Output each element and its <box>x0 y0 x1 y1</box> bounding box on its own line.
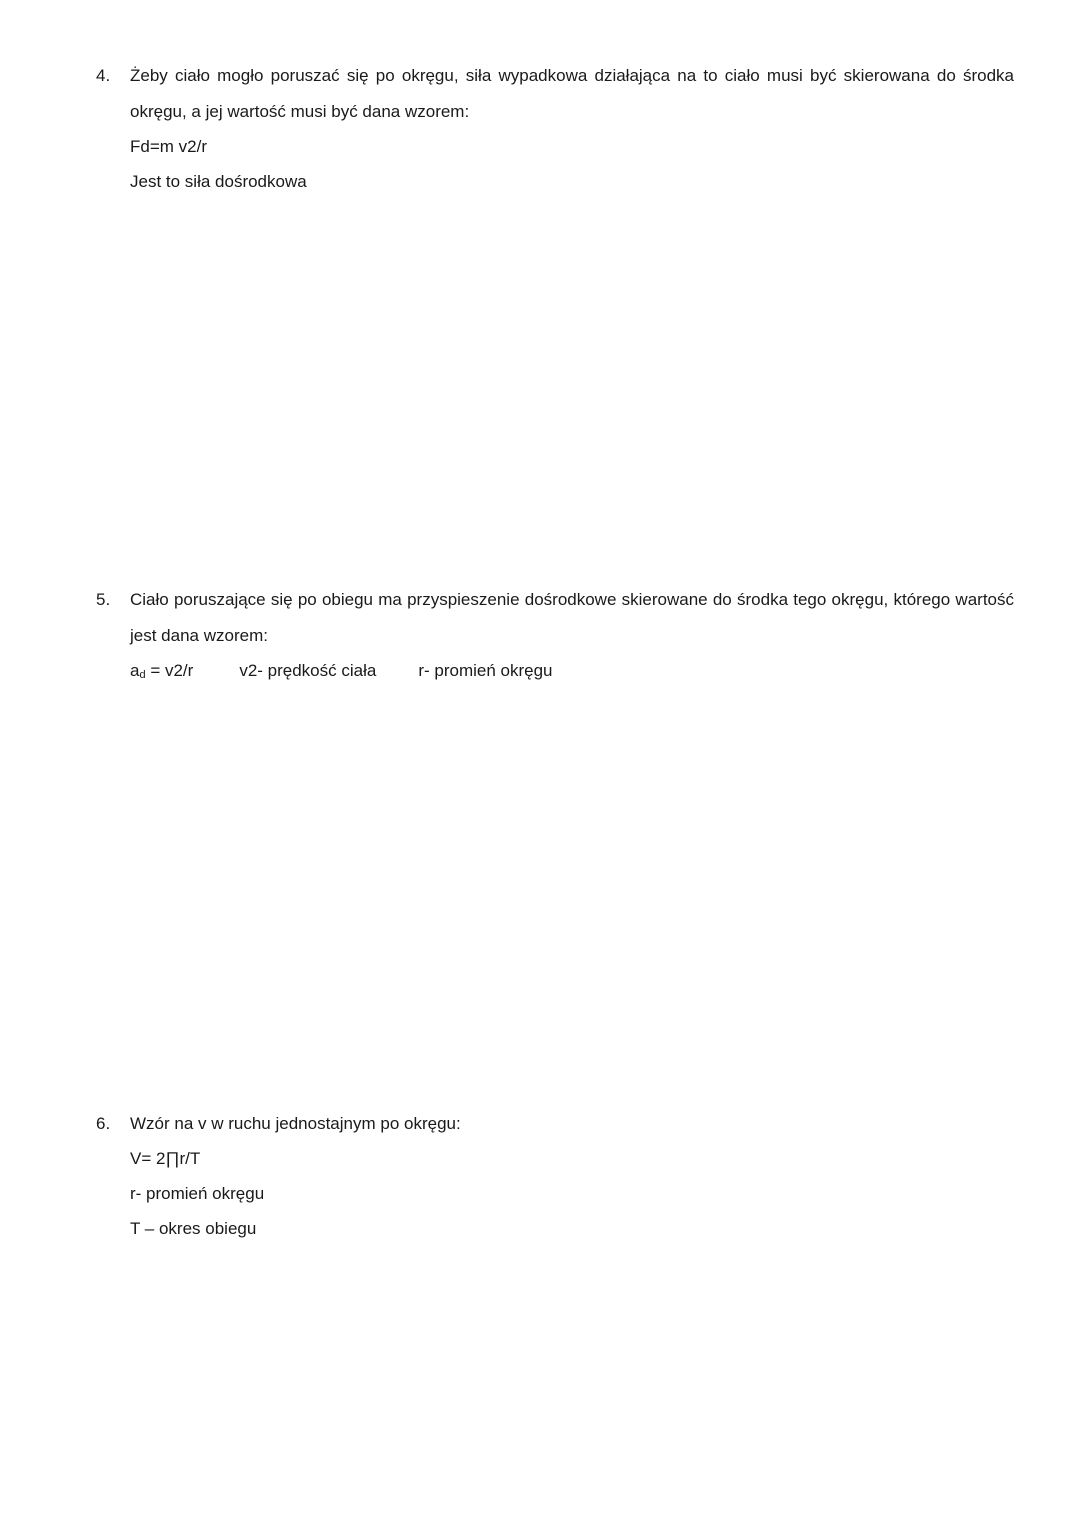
definition-v: v2- prędkość ciała <box>239 661 377 680</box>
definition-T: T – okres obiegu <box>130 1219 257 1238</box>
definition-r: r- promień okręgu <box>418 661 553 680</box>
formula-rest: = v2/r <box>145 661 194 680</box>
formula: V= 2∏r/T <box>130 1149 201 1168</box>
item-number: 4. <box>96 66 111 85</box>
formula-row <box>130 661 553 681</box>
formula-subscript: d <box>139 669 146 681</box>
item-text-line-1: Wzór na v w ruchu jednostajnym po okręgu: <box>130 1114 461 1133</box>
definition-r: r- promień okręgu <box>130 1184 265 1203</box>
formula: Fd=m v2/r <box>130 137 207 156</box>
item-number: 6. <box>96 1114 111 1133</box>
item-text-line-1: Żeby ciało mogło poruszać się po okręgu, siła wypadkowa działająca na to ciało musi być skierowana do środka <box>130 66 1014 85</box>
formula-base: a <box>130 661 140 680</box>
item-number: 5. <box>96 590 111 609</box>
item-text-line-2: okręgu, a jej wartość musi być dana wzorem: <box>130 102 470 121</box>
item-note: Jest to siła dośrodkowa <box>130 172 307 191</box>
item-text-line-2: jest dana wzorem: <box>130 626 268 645</box>
item-text-line-1: Ciało poruszające się po obiegu ma przyspieszenie dośrodkowe skierowane do środka tego okręgu, którego wartość <box>130 590 1014 609</box>
